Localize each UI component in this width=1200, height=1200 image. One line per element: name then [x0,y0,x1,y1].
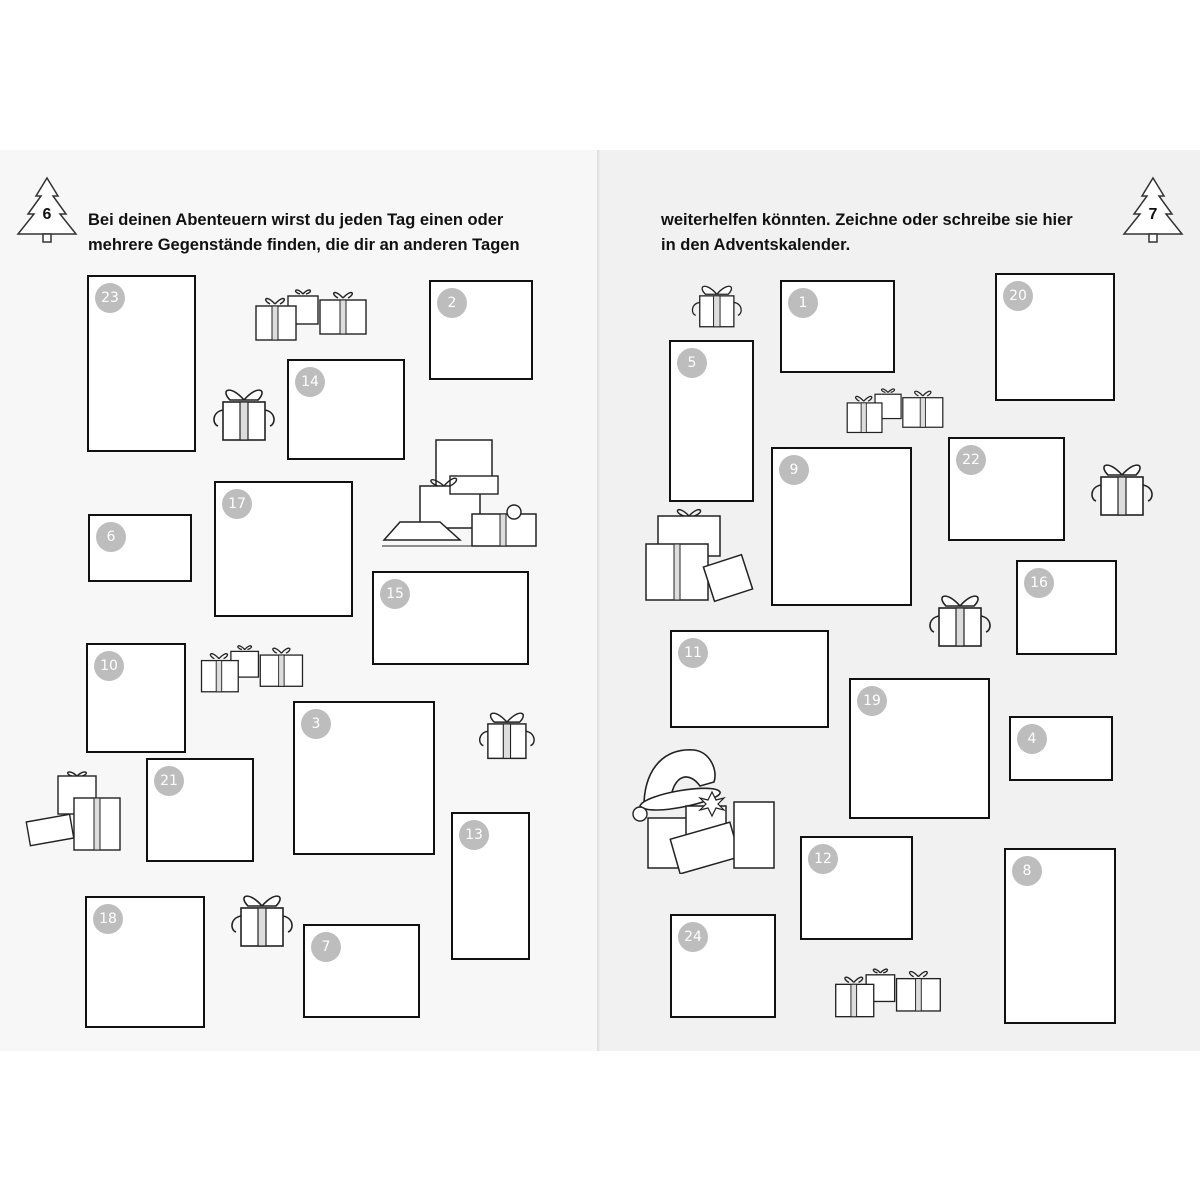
page-number: 6 [42,206,52,223]
gift-pile-icon [830,958,946,1024]
calendar-door-5[interactable] [669,340,754,502]
door-number: 24 [678,922,708,952]
calendar-door-21[interactable] [146,758,254,862]
calendar-door-22[interactable] [948,437,1065,541]
door-number: 21 [154,766,184,796]
calendar-door-8[interactable] [1004,848,1116,1024]
gift-pile-icon [250,282,372,344]
gift-pile-icon [24,768,128,854]
calendar-door-13[interactable] [451,812,530,960]
calendar-door-15[interactable] [372,571,529,665]
calendar-door-10[interactable] [86,643,186,753]
calendar-door-23[interactable] [87,275,196,452]
intro-line: in den Adventskalender. [661,236,851,254]
page-number: 7 [1148,206,1158,223]
intro-text-left [88,208,520,258]
door-number: 18 [93,904,123,934]
calendar-door-17[interactable] [214,481,353,617]
calendar-door-12[interactable] [800,836,913,940]
calendar-door-1[interactable] [780,280,895,373]
intro-line: weiterhelfen könnten. Zeichne oder schreibe sie hier [661,211,1073,229]
gift-icon [686,278,746,330]
calendar-door-6[interactable] [88,514,192,582]
calendar-door-9[interactable] [771,447,912,606]
door-number: 23 [95,283,125,313]
door-number: 14 [295,367,325,397]
gift-icon [226,886,296,950]
gift-icon [1085,455,1157,519]
door-number: 19 [857,686,887,716]
calendar-door-19[interactable] [849,678,990,819]
gift-pile-icon [196,636,308,698]
intro-text-right [661,208,1073,258]
calendar-door-4[interactable] [1009,716,1113,781]
door-number: 6 [96,522,126,552]
gift-icon [208,380,278,444]
intro-line: mehrere Gegenstände finden, die dir an anderen Tagen [88,236,520,254]
door-number: 2 [437,288,467,318]
door-number: 10 [94,651,124,681]
gift-pile-icon [380,436,542,548]
calendar-door-2[interactable] [429,280,533,380]
door-number: 9 [779,455,809,485]
calendar-door-16[interactable] [1016,560,1117,655]
christmas-tree-icon [14,176,80,248]
calendar-door-18[interactable] [85,896,205,1028]
door-number: 15 [380,579,410,609]
door-number: 8 [1012,856,1042,886]
santa-hat-gifts-icon [630,742,776,874]
gift-icon [474,704,538,762]
gift-icon [924,586,994,650]
calendar-door-24[interactable] [670,914,776,1018]
calendar-door-3[interactable] [293,701,435,855]
door-number: 5 [677,348,707,378]
intro-line: Bei deinen Abenteuern wirst du jeden Tag einen oder [88,211,504,229]
calendar-door-7[interactable] [303,924,420,1018]
door-number: 1 [788,288,818,318]
door-number: 7 [311,932,341,962]
door-number: 12 [808,844,838,874]
door-number: 17 [222,489,252,519]
door-number: 13 [459,820,489,850]
gift-pile-icon [842,378,948,440]
calendar-door-11[interactable] [670,630,829,728]
door-number: 20 [1003,281,1033,311]
christmas-tree-icon [1120,176,1186,248]
door-number: 22 [956,445,986,475]
door-number: 4 [1017,724,1047,754]
door-number: 3 [301,709,331,739]
door-number: 16 [1024,568,1054,598]
calendar-door-20[interactable] [995,273,1115,401]
door-number: 11 [678,638,708,668]
gift-pile-icon [636,504,766,604]
